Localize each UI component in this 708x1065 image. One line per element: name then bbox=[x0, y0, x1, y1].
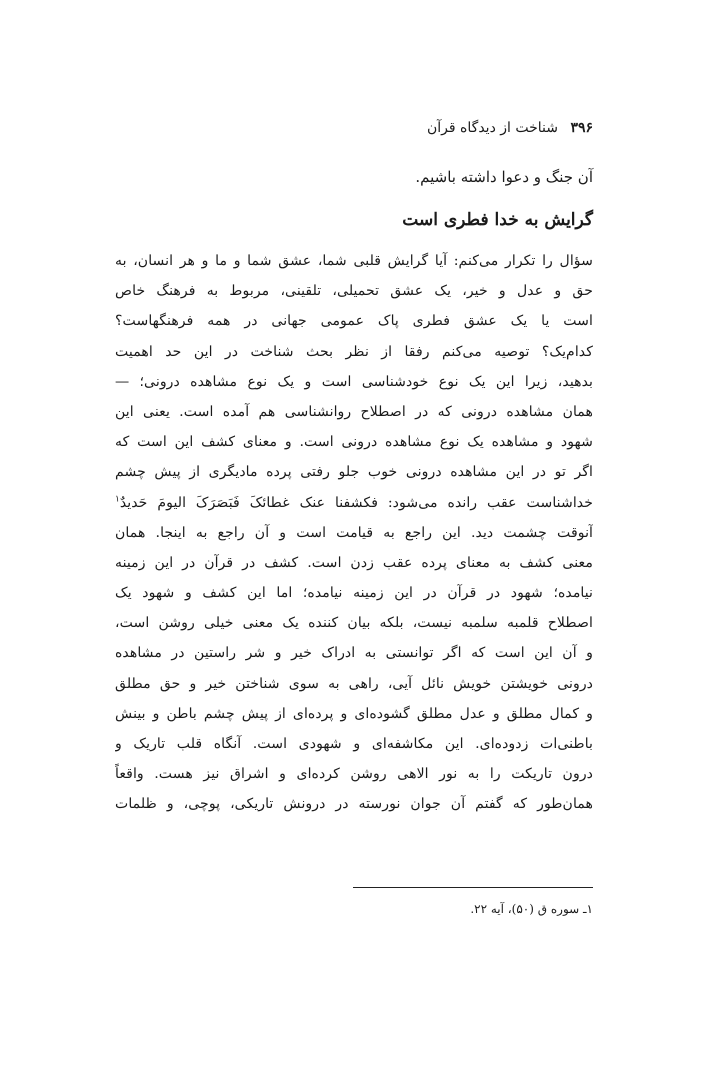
text-line: نیامده؛ شهود در قرآن در این زمینه نیامده؛ اما این کشف و شهود یک bbox=[115, 585, 593, 602]
text-line: همان‌طور که گفتم آن جوان نورسته در درونش تاریکی، پوچی، و ظلمات bbox=[115, 796, 593, 813]
text-line: و کمال مطلق و عدل مطلق گشوده‌ای و پرده‌ای از پیش چشم باطن و بینش bbox=[115, 705, 593, 722]
text-line: درون تاریکت را به نور الاهی روشن کرده‌ای و اشراق نیز هست. واقعاً bbox=[115, 766, 593, 783]
text-line: کدام‌یک؟ توصیه می‌کنم رفقا از نظر بحث شناخت در این حد اهمیت bbox=[115, 343, 593, 360]
footnote: ۱ـ سوره ق (۵۰)، آیه ۲۲. bbox=[470, 902, 593, 916]
text-line: همان مشاهده درونی که در اصطلاح روانشناسی هم آمده است. یعنی این bbox=[115, 403, 593, 420]
quran-verse-line bbox=[115, 488, 593, 518]
running-header bbox=[427, 120, 593, 136]
page-number: ۳۹۶ bbox=[570, 120, 593, 136]
footnote-marker: ۱ bbox=[115, 493, 120, 504]
text-line: حق و عدل و خیر، یک عشق تحمیلی، تلقینی، مربوط به فرهنگ خاص bbox=[115, 283, 593, 300]
section-heading: گرایش به خدا فطری است bbox=[402, 210, 593, 230]
text-line: باطنی‌ات زدوده‌ای. این مکاشفه‌ای و شهودی است. آنگاه قلب تاریک و bbox=[115, 736, 593, 752]
running-title: شناخت از دیدگاه قرآن bbox=[427, 120, 558, 136]
text-line: شهود و مشاهده یک نوع مشاهده درونی است. و معنای کشف این است که bbox=[115, 434, 593, 451]
footnote-divider bbox=[353, 887, 593, 888]
text-line: درونی خویشتن خویش نائل آیی، راهی به سوی شناختن خیر و حق مطلق bbox=[115, 675, 593, 692]
intro-line: آن جنگ و دعوا داشته باشیم. bbox=[415, 168, 593, 186]
text-line: و آن این است که اگر توانستی به ادراک خیر و شر راستین در مشاهده bbox=[115, 645, 593, 662]
text-line: معنی کشف به معنای پرده عقب زدن است. کشف در قرآن در این زمینه bbox=[115, 554, 593, 571]
body-paragraph bbox=[115, 246, 593, 820]
text-line: بدهید، زیرا این یک نوع خودشناسی است و یک نوع مشاهده درونی؛ — bbox=[115, 373, 593, 390]
quran-verse-text: خداشناست عقب رانده می‌شود: فکشفنا عنک غطائکَ فَبَصَرَکَ الیومَ حَدیدٌ bbox=[119, 494, 593, 511]
text-line: اصطلاح قلمبه سلمبه نیست، بلکه بیان کننده یک معنی خیلی روشن است، bbox=[115, 615, 593, 632]
book-page bbox=[115, 110, 593, 930]
text-line: است یا یک عشق فطری پاک عمومی جهانی در همه فرهنگهاست؟ bbox=[115, 313, 593, 330]
text-line: اگر تو در این مشاهده درونی خوب جلو رفتی پرده مادیگری از پیش چشم bbox=[115, 464, 593, 481]
text-line: سؤال را تکرار می‌کنم: آیا گرایش قلبی شما، عشق شما و ما و هر انسان، به bbox=[115, 253, 593, 269]
text-line: آنوقت چشمت دید. این راجع به قیامت است و آن راجع به اینجا. همان bbox=[115, 524, 593, 541]
